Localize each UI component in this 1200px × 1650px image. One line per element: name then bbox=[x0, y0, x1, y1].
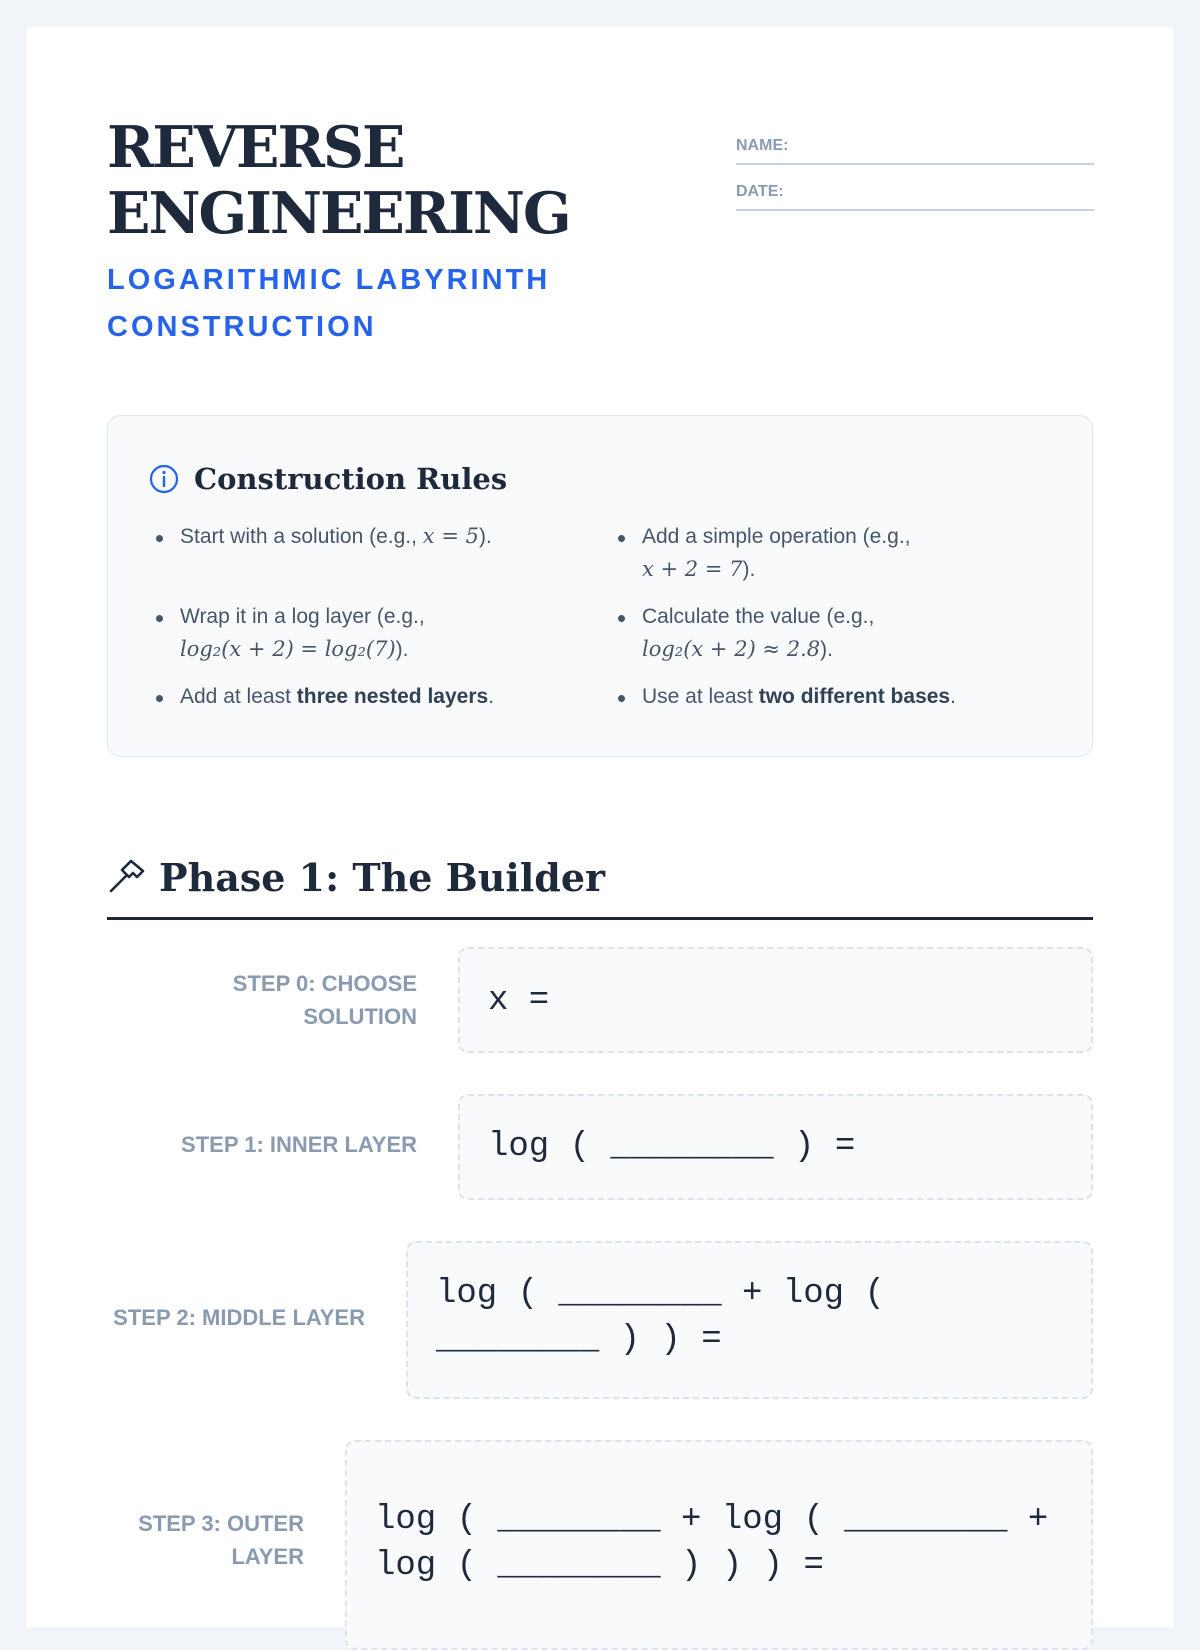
page-title: REVERSE ENGINEERING bbox=[107, 114, 570, 247]
rules-title: Construction Rules bbox=[194, 462, 508, 496]
step-0-expression: x = bbox=[488, 982, 550, 1020]
page-subtitle: LOGARITHMIC LABYRINTH CONSTRUCTION bbox=[107, 264, 551, 343]
date-field[interactable] bbox=[736, 165, 1094, 211]
hammer-icon bbox=[107, 857, 147, 897]
rule-item: Use at least two different bases. bbox=[642, 680, 956, 713]
rule-item: Start with a solution (e.g., x = 5). bbox=[180, 520, 492, 553]
step-1-answer-box[interactable] bbox=[458, 1094, 1093, 1200]
rule-item: Add a simple operation (e.g., x + 2 = 7). bbox=[642, 520, 1002, 586]
step-2-label: STEP 2: MIDDLE LAYER bbox=[113, 1305, 365, 1330]
worksheet-page bbox=[27, 27, 1173, 1627]
step-3-answer-box[interactable] bbox=[345, 1440, 1093, 1650]
name-field[interactable] bbox=[736, 119, 1094, 165]
step-1-label: STEP 1: INNER LAYER bbox=[181, 1132, 417, 1157]
date-label: DATE: bbox=[736, 183, 784, 200]
step-1-expression: log ( ________ ) = bbox=[488, 1128, 856, 1166]
info-icon bbox=[148, 463, 180, 495]
phase-title: Phase 1: The Builder bbox=[159, 855, 606, 900]
step-0-label: STEP 0: CHOOSE SOLUTION bbox=[232, 971, 417, 1029]
step-3-expression: log ( ________ + log ( ________ + log ( ________ ) ) ) = bbox=[375, 1501, 1049, 1585]
step-3-label: STEP 3: OUTER LAYER bbox=[138, 1511, 304, 1569]
rule-item: Add at least three nested layers. bbox=[180, 680, 494, 713]
rule-item: Calculate the value (e.g., log₂(x + 2) ≈ 2.8). bbox=[642, 600, 1002, 666]
step-2-answer-box[interactable] bbox=[406, 1241, 1093, 1399]
construction-rules-panel bbox=[107, 415, 1093, 757]
student-info bbox=[736, 119, 1094, 211]
rule-item: Wrap it in a log layer (e.g., log₂(x + 2) = log₂(7)). bbox=[180, 600, 540, 666]
step-0-answer-box[interactable] bbox=[458, 947, 1093, 1053]
name-label: NAME: bbox=[736, 137, 789, 154]
phase-1-heading bbox=[107, 853, 1093, 920]
rules-heading bbox=[148, 462, 507, 496]
step-2-expression: log ( ________ + log ( ________ ) ) = bbox=[436, 1275, 885, 1359]
